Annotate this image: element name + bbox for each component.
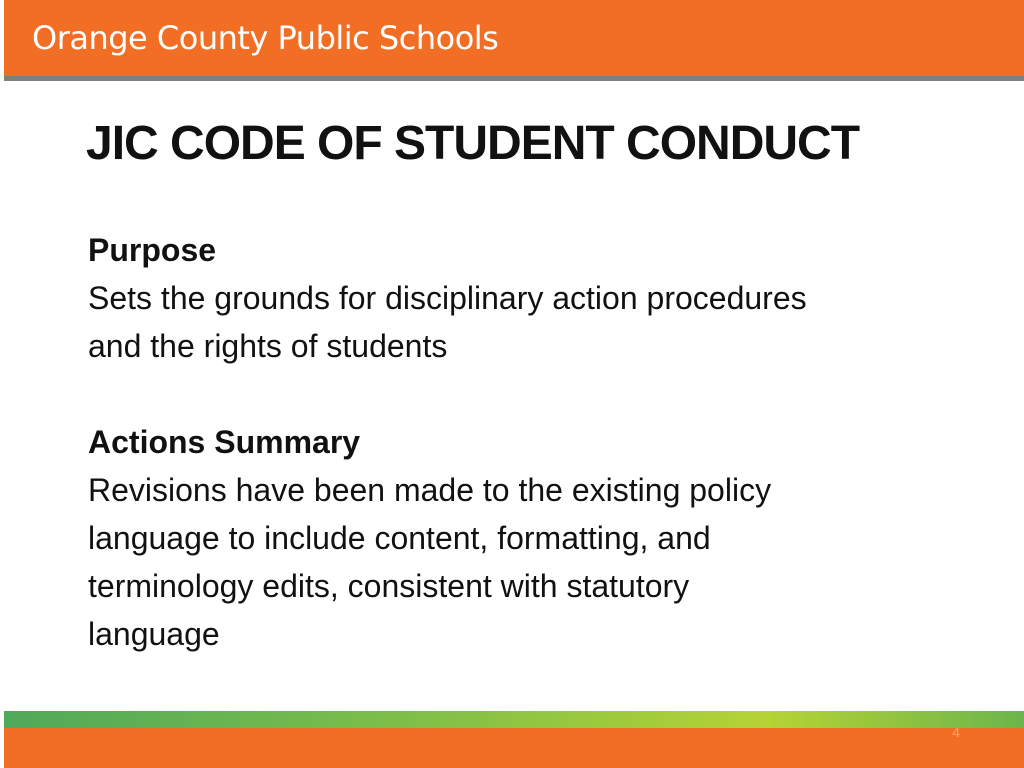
purpose-text-line: Sets the grounds for disciplinary action procedures [88, 280, 807, 316]
purpose-section [88, 226, 948, 370]
actions-summary-text-line: language to include content, formatting, and [88, 520, 711, 556]
slide-content [88, 226, 948, 658]
actions-summary-text-line: terminology edits, consistent with statutory [88, 568, 690, 604]
actions-summary-text-line: Revisions have been made to the existing policy [88, 472, 772, 508]
header-band [4, 0, 1024, 81]
slide-left-edge [0, 0, 4, 768]
section-spacer [88, 370, 948, 418]
organization-name: Orange County Public Schools [32, 19, 499, 57]
purpose-heading: Purpose [88, 232, 217, 268]
actions-summary-text-line: language [88, 616, 220, 652]
purpose-text-line: and the rights of students [88, 328, 448, 364]
footer-green-stripe [4, 711, 1024, 728]
footer-orange-band [4, 728, 1024, 768]
actions-summary-section [88, 418, 948, 658]
slide-title: JIC CODE OF STUDENT CONDUCT [86, 117, 860, 170]
slide-number: 4 [952, 724, 960, 740]
actions-summary-heading: Actions Summary [88, 424, 361, 460]
